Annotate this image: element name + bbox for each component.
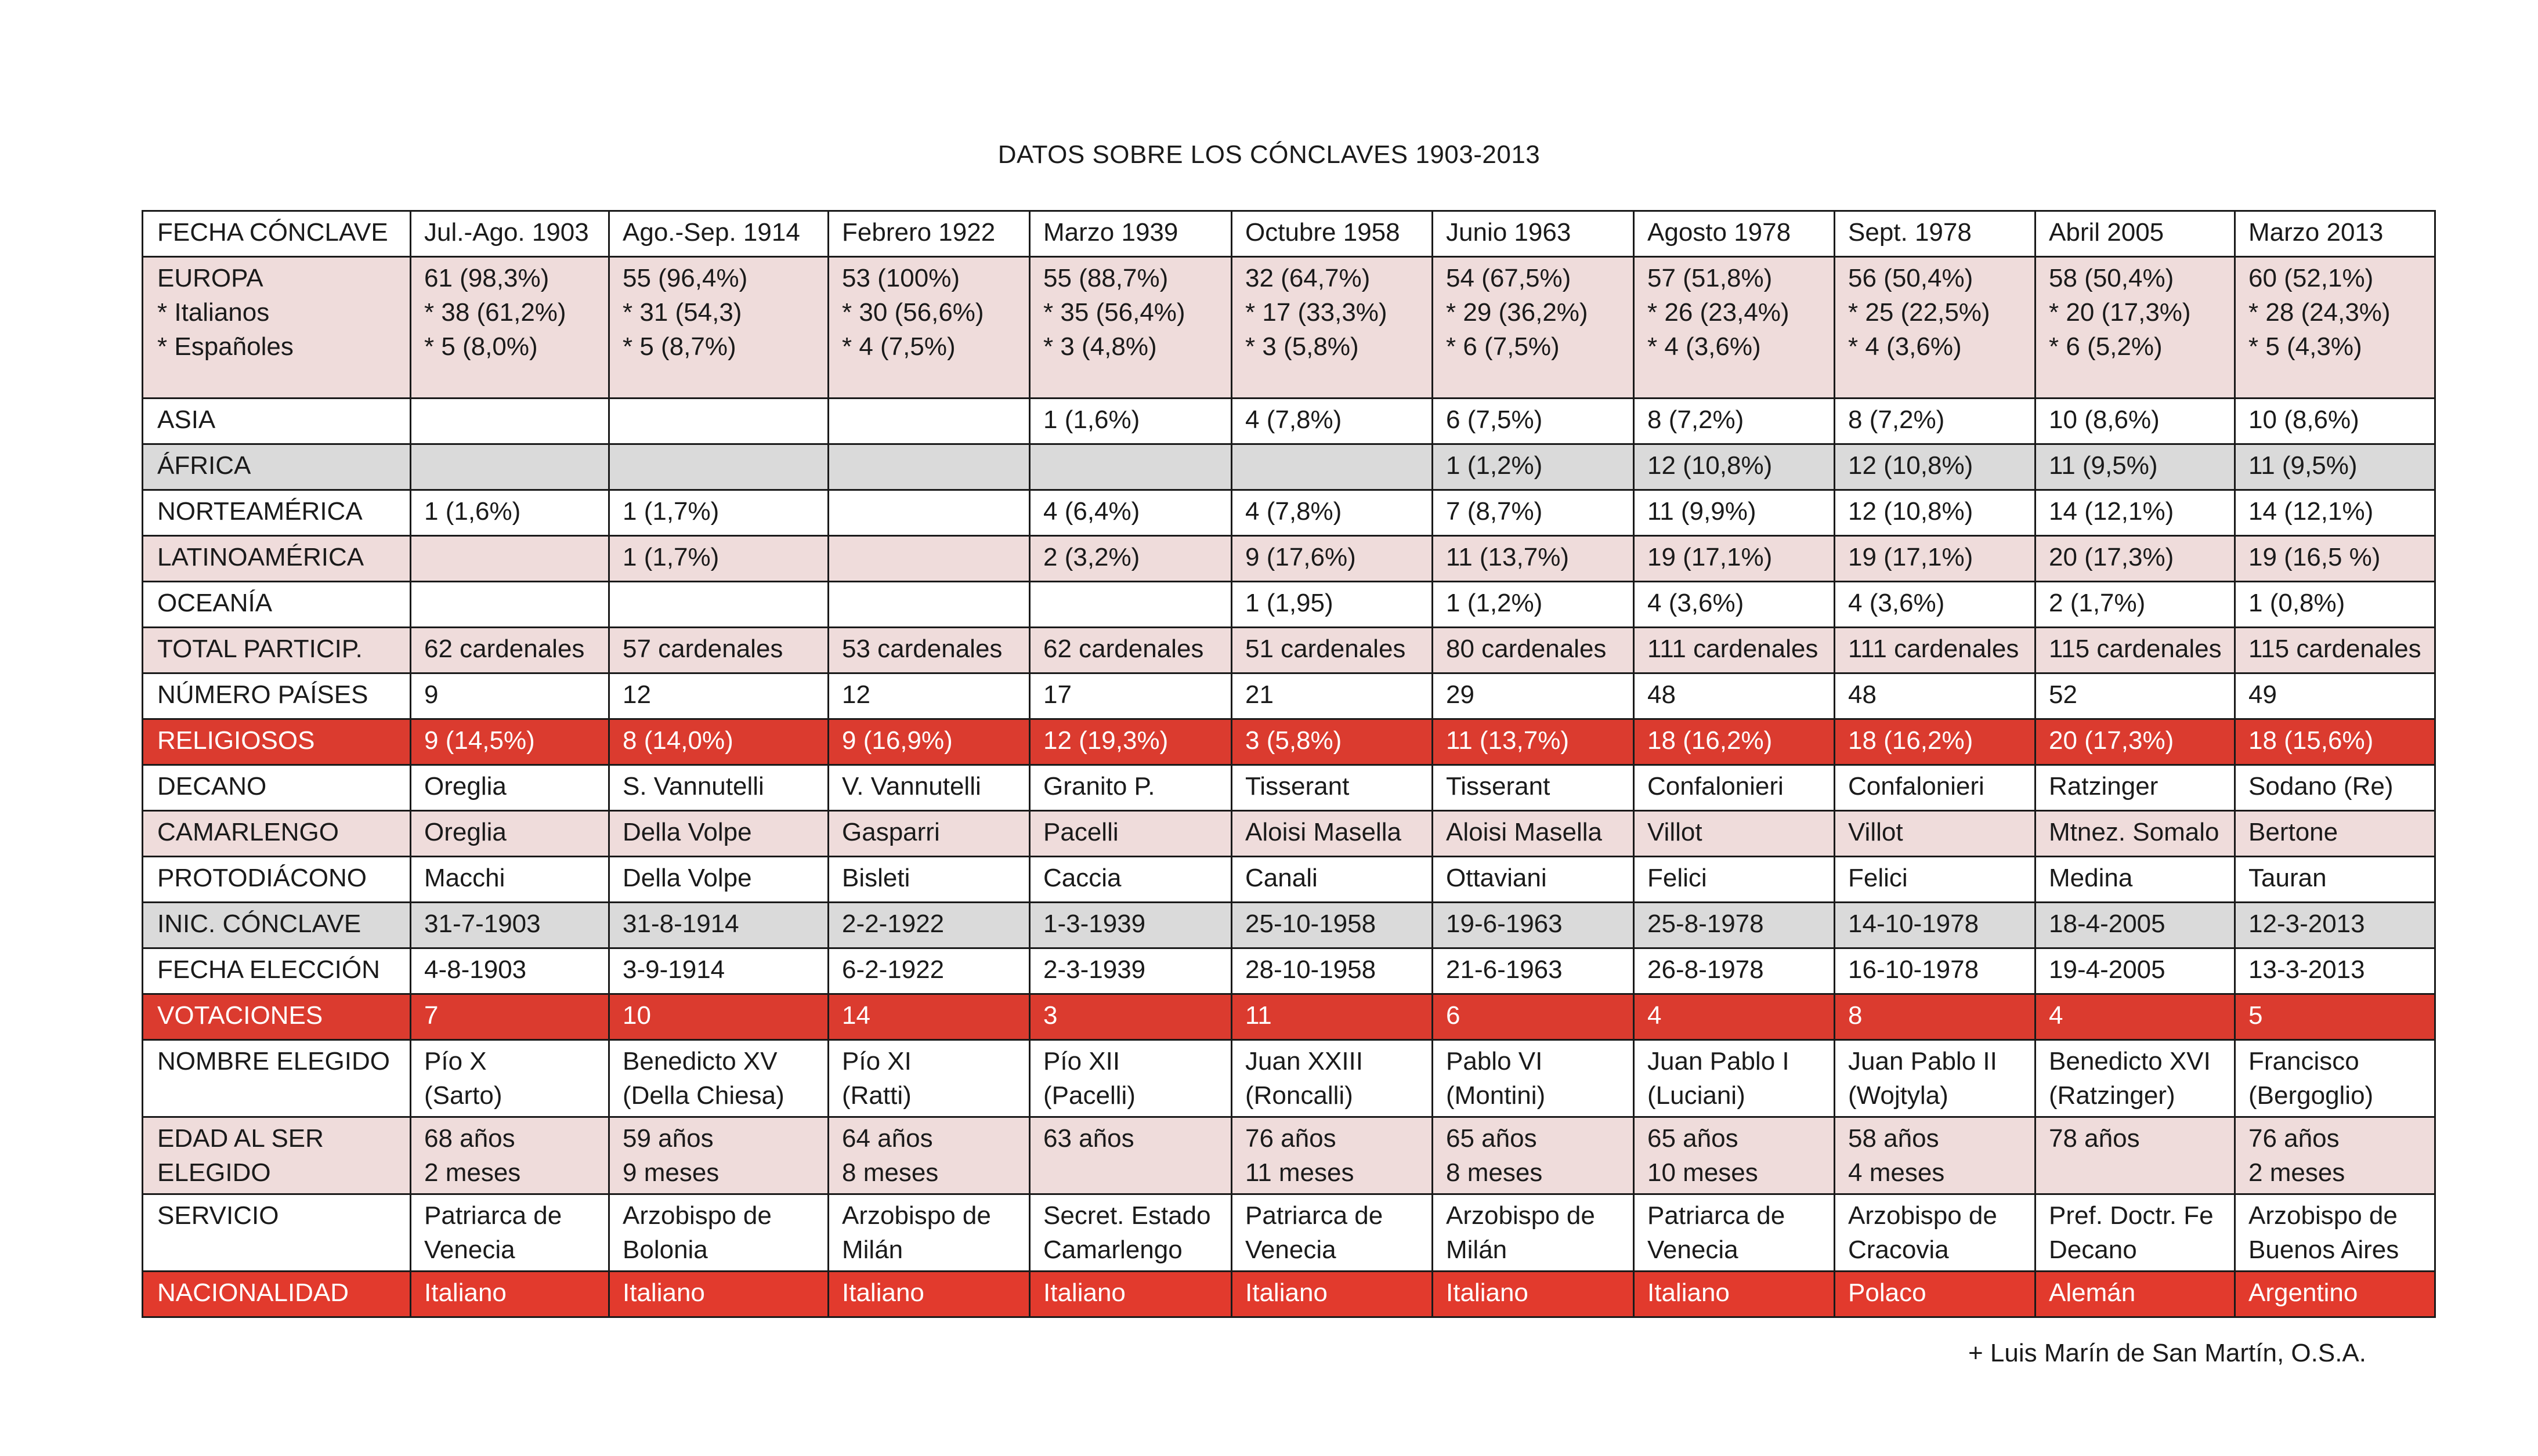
table-cell-camarlengo-col6: Aloisi Masella [1433,811,1634,857]
table-cell-nacionalidad-col2: Italiano [609,1272,829,1317]
table-cell-votaciones-col4: 3 [1030,994,1232,1040]
table-cell-total-particip-col6: 80 cardenales [1433,628,1634,673]
table-cell-religiosos-col5: 3 (5,8%) [1232,719,1433,765]
row-label-camarlengo: CAMARLENGO [143,811,411,857]
table-cell-votaciones-col8: 8 [1835,994,2036,1040]
table-cell-nombre-elegido-col9: Benedicto XVI (Ratzinger) [2036,1040,2235,1117]
table-cell-decano-col6: Tisserant [1433,765,1634,811]
table-cell-latinoamerica-col7: 19 (17,1%) [1634,536,1835,582]
table-cell-oceania-col5: 1 (1,95) [1232,582,1433,628]
table-cell-fecha-eleccion-col6: 21-6-1963 [1433,948,1634,994]
table-cell-fecha-conclave-col3: Febrero 1922 [829,211,1030,257]
table-cell-africa-col4 [1030,444,1232,490]
table-cell-religiosos-col8: 18 (16,2%) [1835,719,2036,765]
table-cell-edad-col2: 59 años 9 meses [609,1117,829,1194]
table-cell-nombre-elegido-col10: Francisco (Bergoglio) [2235,1040,2435,1117]
table-cell-africa-col7: 12 (10,8%) [1634,444,1835,490]
table-cell-europa-col7: 57 (51,8%) * 26 (23,4%) * 4 (3,6%) [1634,257,1835,399]
table-cell-nacionalidad-col9: Alemán [2036,1272,2235,1317]
table-cell-latinoamerica-col8: 19 (17,1%) [1835,536,2036,582]
table-cell-norteamerica-col3 [829,490,1030,536]
table-cell-fecha-conclave-col2: Ago.-Sep. 1914 [609,211,829,257]
table-cell-religiosos-col1: 9 (14,5%) [411,719,609,765]
table-cell-religiosos-col3: 9 (16,9%) [829,719,1030,765]
row-label-norteamerica: NORTEAMÉRICA [143,490,411,536]
table-cell-latinoamerica-col4: 2 (3,2%) [1030,536,1232,582]
table-cell-total-particip-col4: 62 cardenales [1030,628,1232,673]
table-cell-nombre-elegido-col3: Pío XI (Ratti) [829,1040,1030,1117]
table-cell-inic-conclave-col10: 12-3-2013 [2235,903,2435,948]
table-cell-africa-col5 [1232,444,1433,490]
table-cell-numero-paises-col1: 9 [411,673,609,719]
row-label-protodiacono: PROTODIÁCONO [143,857,411,903]
row-label-inic-conclave: INIC. CÓNCLAVE [143,903,411,948]
table-cell-fecha-eleccion-col1: 4-8-1903 [411,948,609,994]
table-cell-fecha-eleccion-col10: 13-3-2013 [2235,948,2435,994]
table-cell-latinoamerica-col9: 20 (17,3%) [2036,536,2235,582]
table-cell-nacionalidad-col3: Italiano [829,1272,1030,1317]
row-label-europa: EUROPA * Italianos * Españoles [143,257,411,399]
table-cell-europa-col9: 58 (50,4%) * 20 (17,3%) * 6 (5,2%) [2036,257,2235,399]
table-cell-nombre-elegido-col1: Pío X (Sarto) [411,1040,609,1117]
table-cell-decano-col8: Confalonieri [1835,765,2036,811]
table-cell-decano-col10: Sodano (Re) [2235,765,2435,811]
table-cell-numero-paises-col7: 48 [1634,673,1835,719]
table-cell-nacionalidad-col5: Italiano [1232,1272,1433,1317]
table-cell-inic-conclave-col7: 25-8-1978 [1634,903,1835,948]
table-cell-edad-col6: 65 años 8 meses [1433,1117,1634,1194]
table-row-nombre-elegido [143,1040,2435,1117]
table-cell-asia-col8: 8 (7,2%) [1835,399,2036,444]
table-cell-inic-conclave-col3: 2-2-1922 [829,903,1030,948]
table-cell-votaciones-col7: 4 [1634,994,1835,1040]
table-cell-nombre-elegido-col7: Juan Pablo I (Luciani) [1634,1040,1835,1117]
table-row-inic-conclave [143,903,2435,948]
table-cell-edad-col7: 65 años 10 meses [1634,1117,1835,1194]
table-cell-protodiacono-col2: Della Volpe [609,857,829,903]
author-signature: + Luis Marín de San Martín, O.S.A. [1968,1339,2366,1367]
table-cell-religiosos-col9: 20 (17,3%) [2036,719,2235,765]
table-cell-nombre-elegido-col5: Juan XXIII (Roncalli) [1232,1040,1433,1117]
table-cell-numero-paises-col9: 52 [2036,673,2235,719]
table-cell-oceania-col10: 1 (0,8%) [2235,582,2435,628]
table-cell-africa-col9: 11 (9,5%) [2036,444,2235,490]
row-label-asia: ASIA [143,399,411,444]
table-row-protodiacono [143,857,2435,903]
table-cell-nombre-elegido-col6: Pablo VI (Montini) [1433,1040,1634,1117]
table-cell-africa-col6: 1 (1,2%) [1433,444,1634,490]
table-cell-servicio-col2: Arzobispo de Bolonia [609,1194,829,1272]
table-cell-fecha-conclave-col7: Agosto 1978 [1634,211,1835,257]
table-cell-protodiacono-col7: Felici [1634,857,1835,903]
table-cell-norteamerica-col4: 4 (6,4%) [1030,490,1232,536]
table-cell-fecha-conclave-col10: Marzo 2013 [2235,211,2435,257]
table-cell-religiosos-col7: 18 (16,2%) [1634,719,1835,765]
table-cell-religiosos-col4: 12 (19,3%) [1030,719,1232,765]
table-cell-edad-col9: 78 años [2036,1117,2235,1194]
table-cell-europa-col4: 55 (88,7%) * 35 (56,4%) * 3 (4,8%) [1030,257,1232,399]
table-cell-decano-col5: Tisserant [1232,765,1433,811]
table-row-europa [143,257,2435,399]
table-cell-europa-col6: 54 (67,5%) * 29 (36,2%) * 6 (7,5%) [1433,257,1634,399]
row-label-africa: ÁFRICA [143,444,411,490]
table-cell-fecha-eleccion-col3: 6-2-1922 [829,948,1030,994]
table-row-edad [143,1117,2435,1194]
table-cell-fecha-conclave-col1: Jul.-Ago. 1903 [411,211,609,257]
table-cell-numero-paises-col2: 12 [609,673,829,719]
table-cell-nacionalidad-col4: Italiano [1030,1272,1232,1317]
table-cell-oceania-col8: 4 (3,6%) [1835,582,2036,628]
table-cell-nombre-elegido-col4: Pío XII (Pacelli) [1030,1040,1232,1117]
table-cell-decano-col7: Confalonieri [1634,765,1835,811]
table-cell-fecha-eleccion-col2: 3-9-1914 [609,948,829,994]
row-label-oceania: OCEANÍA [143,582,411,628]
table-cell-norteamerica-col9: 14 (12,1%) [2036,490,2235,536]
table-row-asia [143,399,2435,444]
row-label-fecha-eleccion: FECHA ELECCIÓN [143,948,411,994]
table-cell-fecha-conclave-col6: Junio 1963 [1433,211,1634,257]
table-cell-total-particip-col8: 111 cardenales [1835,628,2036,673]
table-cell-asia-col4: 1 (1,6%) [1030,399,1232,444]
table-cell-fecha-conclave-col4: Marzo 1939 [1030,211,1232,257]
table-cell-oceania-col3 [829,582,1030,628]
table-cell-inic-conclave-col9: 18-4-2005 [2036,903,2235,948]
table-cell-fecha-conclave-col8: Sept. 1978 [1835,211,2036,257]
table-cell-protodiacono-col3: Bisleti [829,857,1030,903]
row-label-latinoamerica: LATINOAMÉRICA [143,536,411,582]
table-cell-asia-col2 [609,399,829,444]
table-cell-servicio-col7: Patriarca de Venecia [1634,1194,1835,1272]
row-label-votaciones: VOTACIONES [143,994,411,1040]
table-cell-edad-col1: 68 años 2 meses [411,1117,609,1194]
row-label-nombre-elegido: NOMBRE ELEGIDO [143,1040,411,1117]
table-cell-africa-col8: 12 (10,8%) [1835,444,2036,490]
table-cell-nacionalidad-col6: Italiano [1433,1272,1634,1317]
page-title: DATOS SOBRE LOS CÓNCLAVES 1903-2013 [997,140,1541,169]
table-cell-asia-col1 [411,399,609,444]
table-row-africa [143,444,2435,490]
table-cell-norteamerica-col6: 7 (8,7%) [1433,490,1634,536]
table-cell-numero-paises-col5: 21 [1232,673,1433,719]
table-cell-fecha-conclave-col9: Abril 2005 [2036,211,2235,257]
table-cell-servicio-col3: Arzobispo de Milán [829,1194,1030,1272]
table-cell-asia-col9: 10 (8,6%) [2036,399,2235,444]
table-cell-votaciones-col6: 6 [1433,994,1634,1040]
table-cell-norteamerica-col8: 12 (10,8%) [1835,490,2036,536]
table-cell-nombre-elegido-col2: Benedicto XV (Della Chiesa) [609,1040,829,1117]
table-cell-latinoamerica-col5: 9 (17,6%) [1232,536,1433,582]
table-cell-decano-col2: S. Vannutelli [609,765,829,811]
table-row-norteamerica [143,490,2435,536]
table-cell-africa-col2 [609,444,829,490]
table-cell-votaciones-col1: 7 [411,994,609,1040]
table-row-camarlengo [143,811,2435,857]
table-cell-protodiacono-col10: Tauran [2235,857,2435,903]
table-cell-decano-col9: Ratzinger [2036,765,2235,811]
table-row-total-particip [143,628,2435,673]
row-label-edad: EDAD AL SER ELEGIDO [143,1117,411,1194]
table-cell-latinoamerica-col2: 1 (1,7%) [609,536,829,582]
table-cell-protodiacono-col4: Caccia [1030,857,1232,903]
row-label-nacionalidad: NACIONALIDAD [143,1272,411,1317]
table-cell-inic-conclave-col4: 1-3-1939 [1030,903,1232,948]
table-cell-protodiacono-col6: Ottaviani [1433,857,1634,903]
table-cell-europa-col1: 61 (98,3%) * 38 (61,2%) * 5 (8,0%) [411,257,609,399]
row-label-religiosos: RELIGIOSOS [143,719,411,765]
table-cell-norteamerica-col10: 14 (12,1%) [2235,490,2435,536]
table-cell-asia-col10: 10 (8,6%) [2235,399,2435,444]
table-cell-edad-col4: 63 años [1030,1117,1232,1194]
table-cell-numero-paises-col8: 48 [1835,673,2036,719]
table-cell-total-particip-col2: 57 cardenales [609,628,829,673]
table-cell-latinoamerica-col10: 19 (16,5 %) [2235,536,2435,582]
table-cell-total-particip-col9: 115 cardenales [2036,628,2235,673]
table-cell-religiosos-col2: 8 (14,0%) [609,719,829,765]
row-label-servicio: SERVICIO [143,1194,411,1272]
table-cell-fecha-eleccion-col5: 28-10-1958 [1232,948,1433,994]
table-cell-oceania-col7: 4 (3,6%) [1634,582,1835,628]
table-cell-camarlengo-col1: Oreglia [411,811,609,857]
table-cell-inic-conclave-col2: 31-8-1914 [609,903,829,948]
table-cell-protodiacono-col5: Canali [1232,857,1433,903]
table-cell-total-particip-col10: 115 cardenales [2235,628,2435,673]
table-row-decano [143,765,2435,811]
table-cell-fecha-eleccion-col7: 26-8-1978 [1634,948,1835,994]
table-cell-numero-paises-col4: 17 [1030,673,1232,719]
table-cell-camarlengo-col3: Gasparri [829,811,1030,857]
table-cell-nacionalidad-col10: Argentino [2235,1272,2435,1317]
table-cell-latinoamerica-col6: 11 (13,7%) [1433,536,1634,582]
table-cell-asia-col5: 4 (7,8%) [1232,399,1433,444]
table-cell-europa-col5: 32 (64,7%) * 17 (33,3%) * 3 (5,8%) [1232,257,1433,399]
row-label-numero-paises: NÚMERO PAÍSES [143,673,411,719]
table-row-latinoamerica [143,536,2435,582]
table-cell-edad-col8: 58 años 4 meses [1835,1117,2036,1194]
table-cell-europa-col10: 60 (52,1%) * 28 (24,3%) * 5 (4,3%) [2235,257,2435,399]
table-row-nacionalidad [143,1272,2435,1317]
table-cell-total-particip-col7: 111 cardenales [1634,628,1835,673]
table-cell-inic-conclave-col5: 25-10-1958 [1232,903,1433,948]
table-cell-europa-col3: 53 (100%) * 30 (56,6%) * 4 (7,5%) [829,257,1030,399]
table-cell-votaciones-col5: 11 [1232,994,1433,1040]
table-cell-africa-col1 [411,444,609,490]
table-cell-votaciones-col10: 5 [2235,994,2435,1040]
table-row-fecha-eleccion [143,948,2435,994]
table-cell-europa-col2: 55 (96,4%) * 31 (54,3) * 5 (8,7%) [609,257,829,399]
table-cell-servicio-col8: Arzobispo de Cracovia [1835,1194,2036,1272]
table-cell-asia-col3 [829,399,1030,444]
table-cell-asia-col6: 6 (7,5%) [1433,399,1634,444]
table-cell-nacionalidad-col8: Polaco [1835,1272,2036,1317]
table-cell-votaciones-col3: 14 [829,994,1030,1040]
table-row-numero-paises [143,673,2435,719]
table-cell-camarlengo-col10: Bertone [2235,811,2435,857]
table-cell-numero-paises-col6: 29 [1433,673,1634,719]
table-cell-inic-conclave-col1: 31-7-1903 [411,903,609,948]
table-cell-norteamerica-col5: 4 (7,8%) [1232,490,1433,536]
table-cell-decano-col4: Granito P. [1030,765,1232,811]
table-cell-camarlengo-col4: Pacelli [1030,811,1232,857]
table-cell-oceania-col4 [1030,582,1232,628]
table-cell-oceania-col1 [411,582,609,628]
table-cell-oceania-col9: 2 (1,7%) [2036,582,2235,628]
table-cell-numero-paises-col3: 12 [829,673,1030,719]
table-cell-servicio-col6: Arzobispo de Milán [1433,1194,1634,1272]
table-cell-total-particip-col3: 53 cardenales [829,628,1030,673]
table-cell-africa-col3 [829,444,1030,490]
table-row-votaciones [143,994,2435,1040]
table-cell-inic-conclave-col6: 19-6-1963 [1433,903,1634,948]
table-cell-decano-col3: V. Vannutelli [829,765,1030,811]
table-cell-fecha-eleccion-col8: 16-10-1978 [1835,948,2036,994]
table-cell-protodiacono-col8: Felici [1835,857,2036,903]
table-cell-norteamerica-col1: 1 (1,6%) [411,490,609,536]
table-cell-servicio-col10: Arzobispo de Buenos Aires [2235,1194,2435,1272]
table-cell-inic-conclave-col8: 14-10-1978 [1835,903,2036,948]
table-cell-servicio-col9: Pref. Doctr. Fe Decano [2036,1194,2235,1272]
table-cell-religiosos-col10: 18 (15,6%) [2235,719,2435,765]
table-cell-latinoamerica-col1 [411,536,609,582]
table-cell-votaciones-col2: 10 [609,994,829,1040]
table-cell-norteamerica-col7: 11 (9,9%) [1634,490,1835,536]
table-cell-votaciones-col9: 4 [2036,994,2235,1040]
table-body [143,211,2435,1317]
table-cell-norteamerica-col2: 1 (1,7%) [609,490,829,536]
table-cell-camarlengo-col8: Villot [1835,811,2036,857]
table-cell-fecha-conclave-col5: Octubre 1958 [1232,211,1433,257]
table-cell-camarlengo-col5: Aloisi Masella [1232,811,1433,857]
table-cell-numero-paises-col10: 49 [2235,673,2435,719]
table-cell-camarlengo-col2: Della Volpe [609,811,829,857]
table-cell-servicio-col4: Secret. Estado Camarlengo [1030,1194,1232,1272]
table-cell-edad-col3: 64 años 8 meses [829,1117,1030,1194]
table-row-fecha-conclave [143,211,2435,257]
row-label-fecha-conclave: FECHA CÓNCLAVE [143,211,411,257]
table-cell-camarlengo-col9: Mtnez. Somalo [2036,811,2235,857]
table-cell-nacionalidad-col7: Italiano [1634,1272,1835,1317]
conclaves-table [142,210,2436,1318]
table-cell-edad-col5: 76 años 11 meses [1232,1117,1433,1194]
row-label-decano: DECANO [143,765,411,811]
table-cell-nombre-elegido-col8: Juan Pablo II (Wojtyla) [1835,1040,2036,1117]
table-cell-oceania-col2 [609,582,829,628]
table-cell-total-particip-col5: 51 cardenales [1232,628,1433,673]
table-cell-servicio-col1: Patriarca de Venecia [411,1194,609,1272]
table-row-religiosos [143,719,2435,765]
table-cell-fecha-eleccion-col9: 19-4-2005 [2036,948,2235,994]
table-cell-protodiacono-col9: Medina [2036,857,2235,903]
table-cell-protodiacono-col1: Macchi [411,857,609,903]
table-cell-oceania-col6: 1 (1,2%) [1433,582,1634,628]
table-cell-camarlengo-col7: Villot [1634,811,1835,857]
table-cell-decano-col1: Oreglia [411,765,609,811]
row-label-total-particip: TOTAL PARTICIP. [143,628,411,673]
table-cell-africa-col10: 11 (9,5%) [2235,444,2435,490]
table-cell-edad-col10: 76 años 2 meses [2235,1117,2435,1194]
table-cell-total-particip-col1: 62 cardenales [411,628,609,673]
table-cell-latinoamerica-col3 [829,536,1030,582]
table-row-oceania [143,582,2435,628]
table-cell-asia-col7: 8 (7,2%) [1634,399,1835,444]
table-cell-servicio-col5: Patriarca de Venecia [1232,1194,1433,1272]
table-cell-nacionalidad-col1: Italiano [411,1272,609,1317]
table-cell-religiosos-col6: 11 (13,7%) [1433,719,1634,765]
table-cell-europa-col8: 56 (50,4%) * 25 (22,5%) * 4 (3,6%) [1835,257,2036,399]
table-cell-fecha-eleccion-col4: 2-3-1939 [1030,948,1232,994]
table-row-servicio [143,1194,2435,1272]
